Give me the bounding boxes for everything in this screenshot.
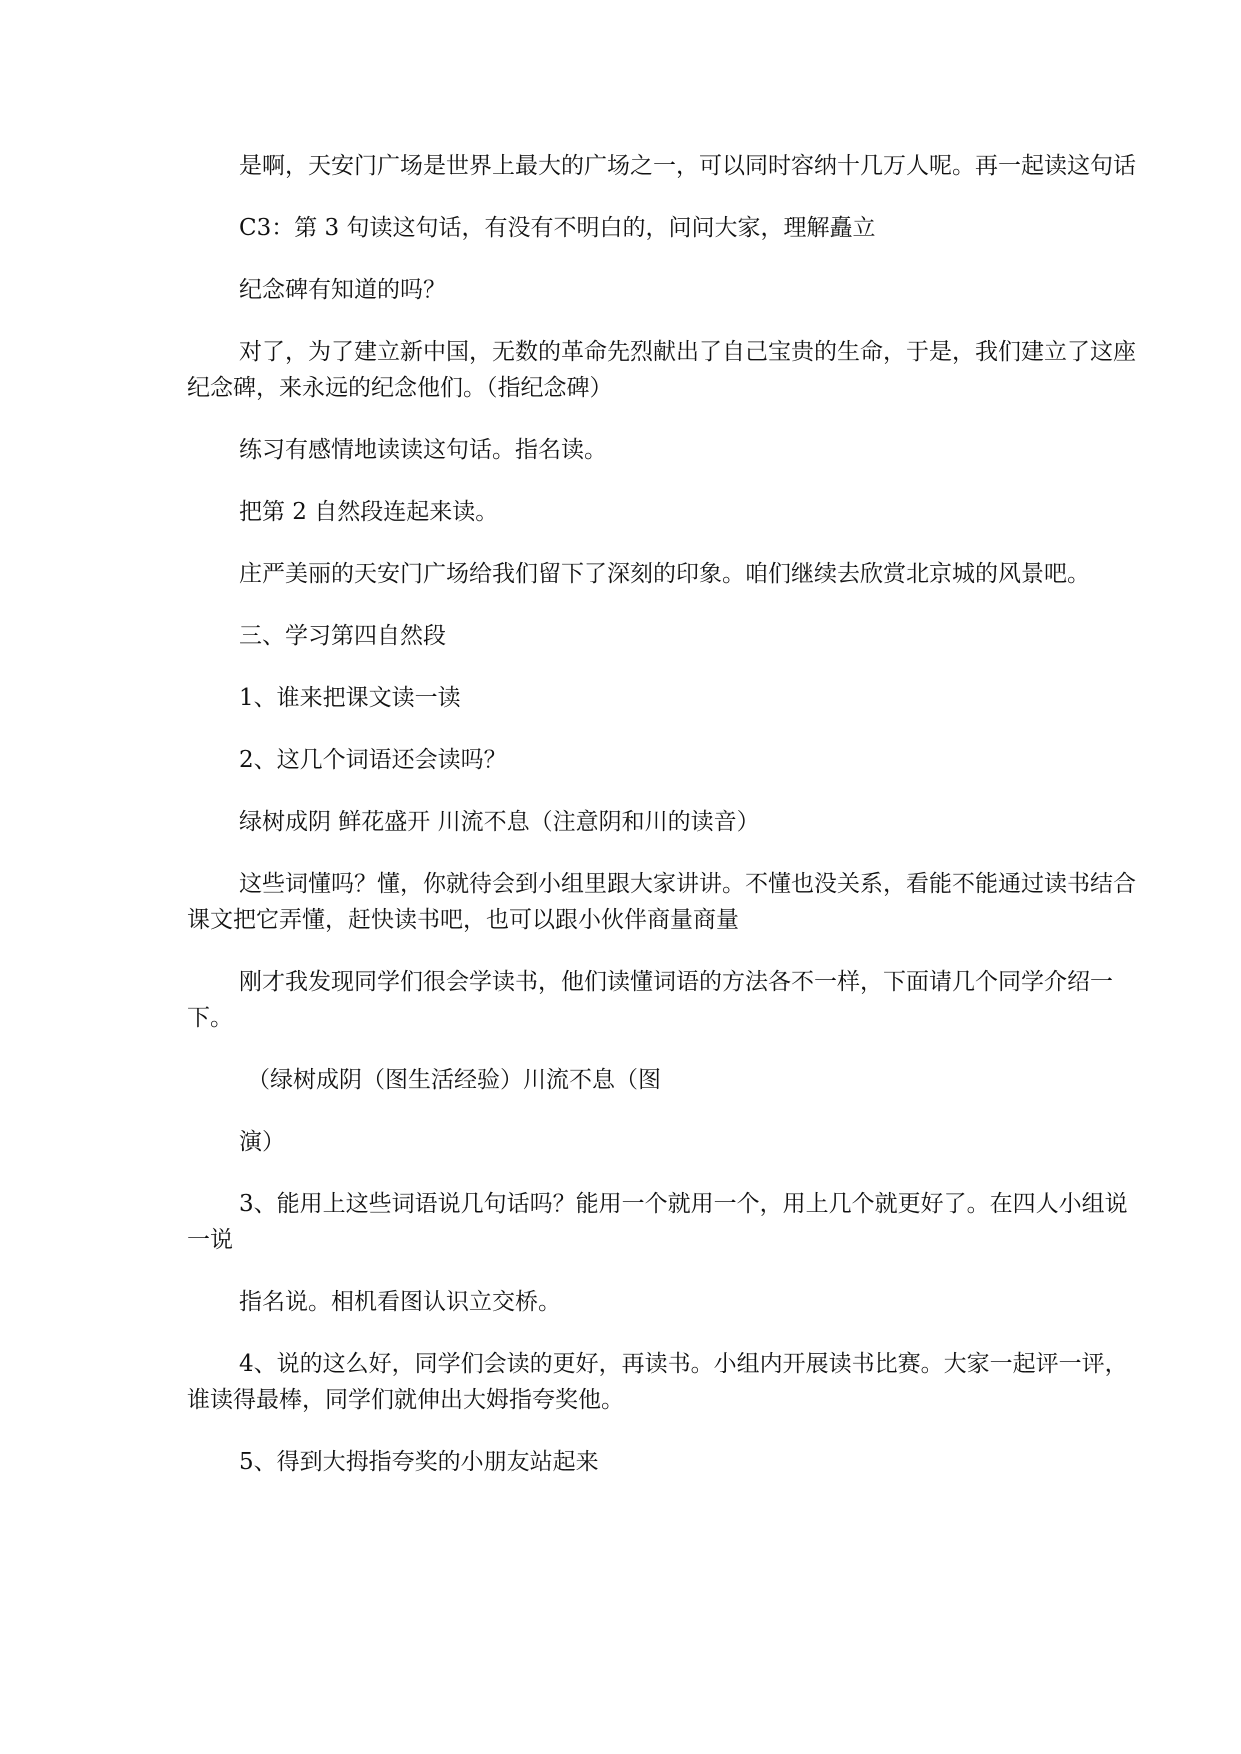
document-body	[187, 148, 1147, 1506]
paragraph: 纪念碑有知道的吗？	[239, 277, 446, 303]
paragraph: 演）	[239, 1129, 285, 1155]
paragraph: 这些词懂吗？懂，你就待会到小组里跟大家讲讲。不懂也没关系，看能不能通过读书结合课文把它弄懂，赶快读书吧，也可以跟小伙伴商量商量	[187, 871, 1136, 933]
paragraph: （绿树成阴（图生活经验）川流不息（图	[247, 1067, 661, 1093]
paragraph: 4、说的这么好，同学们会读的更好，再读书。小组内开展读书比赛。大家一起评一评，谁读得最棒，同学们就伸出大姆指夸奖他。	[187, 1351, 1128, 1413]
paragraph: 把第 2 自然段连起来读。	[239, 499, 499, 525]
section-heading: 三、学习第四自然段	[239, 623, 446, 649]
paragraph: 是啊，天安门广场是世界上最大的广场之一，可以同时容纳十几万人呢。再一起读这句话	[239, 153, 1136, 179]
paragraph: 3、能用上这些词语说几句话吗？能用一个就用一个，用上几个就更好了。在四人小组说一说	[187, 1191, 1128, 1253]
paragraph: 绿树成阴 鲜花盛开 川流不息（注意阴和川的读音）	[239, 809, 760, 835]
paragraph: C3：第 3 句读这句话，有没有不明白的，问问大家，理解矗立	[239, 215, 876, 241]
paragraph: 练习有感情地读读这句话。指名读。	[239, 437, 607, 463]
paragraph: 1、谁来把课文读一读	[239, 685, 461, 711]
paragraph: 刚才我发现同学们很会学读书，他们读懂词语的方法各不一样，下面请几个同学介绍一下。	[187, 969, 1113, 1031]
paragraph: 指名说。相机看图认识立交桥。	[239, 1289, 561, 1315]
paragraph: 对了，为了建立新中国，无数的革命先烈献出了自己宝贵的生命，于是，我们建立了这座纪念碑，来永远的纪念他们。（指纪念碑）	[187, 339, 1136, 401]
paragraph: 庄严美丽的天安门广场给我们留下了深刻的印象。咱们继续去欣赏北京城的风景吧。	[239, 561, 1090, 587]
paragraph: 2、这几个词语还会读吗？	[239, 747, 507, 773]
paragraph: 5、得到大拇指夸奖的小朋友站起来	[239, 1449, 599, 1475]
